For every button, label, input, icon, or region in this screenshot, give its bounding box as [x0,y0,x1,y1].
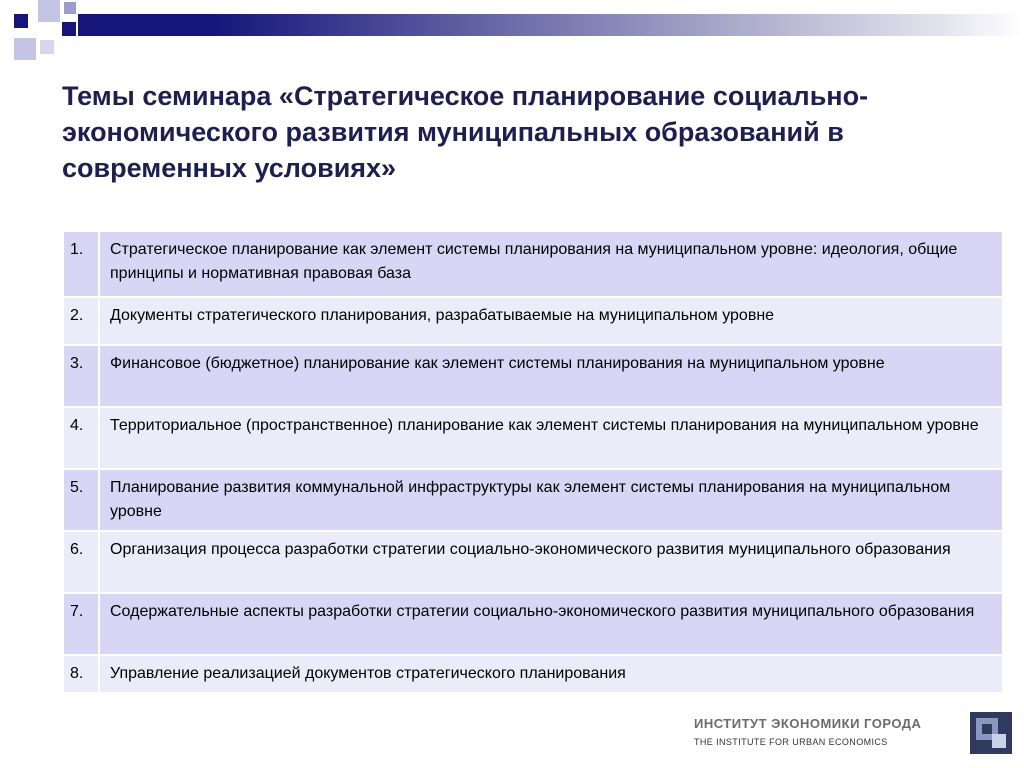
topics-table [62,230,1004,694]
topic-number: 2. [64,298,98,344]
institute-logo-icon [970,712,1012,754]
topic-text: Планирование развития коммунальной инфраструктуры как элемент системы планирования на муниципальном уровне [100,470,1002,530]
topic-number: 7. [64,594,98,654]
topic-number: 6. [64,532,98,592]
table-row [64,298,1002,344]
topic-text: Стратегическое планирование как элемент системы планирования на муниципальном уровне: идеология, общие принципы и нормативная правовая база [100,232,1002,296]
page-title: Темы семинара «Стратегическое планирование социально-экономического развития муниципальных образований в современных условиях» [62,81,869,183]
institute-branding [694,716,964,748]
topic-text: Управление реализацией документов стратегического планирования [100,656,1002,692]
table-row [64,232,1002,296]
table-row [64,594,1002,654]
topic-number: 1. [64,232,98,296]
header-gradient-bar [78,14,1024,36]
institute-name-en: THE INSTITUTE FOR URBAN ECONOMICS [694,737,888,747]
corner-decoration [0,0,90,60]
topic-number: 3. [64,346,98,406]
table-row [64,408,1002,468]
table-row [64,656,1002,692]
institute-name-ru: ИНСТИТУТ ЭКОНОМИКИ ГОРОДА [694,716,922,731]
topic-text: Документы стратегического планирования, разрабатываемые на муниципальном уровне [100,298,1002,344]
topic-text: Финансовое (бюджетное) планирование как элемент системы планирования на муниципальном уровне [100,346,1002,406]
table-row [64,346,1002,406]
topic-number: 8. [64,656,98,692]
decor-square [14,14,28,28]
table-row [64,532,1002,592]
decor-square [62,22,76,36]
table-row [64,470,1002,530]
logo-shape [992,734,1006,748]
topic-text: Организация процесса разработки стратегии социально-экономического развития муниципального образования [100,532,1002,592]
topic-number: 5. [64,470,98,530]
logo-shape [982,724,992,734]
topic-text: Территориальное (пространственное) планирование как элемент системы планирования на муниципальном уровне [100,408,1002,468]
topic-number: 4. [64,408,98,468]
decor-square [38,0,60,22]
decor-square [40,40,54,54]
topic-text: Содержательные аспекты разработки стратегии социально-экономического развития муниципального образования [100,594,1002,654]
decor-square [14,38,36,60]
decor-square [64,2,76,14]
